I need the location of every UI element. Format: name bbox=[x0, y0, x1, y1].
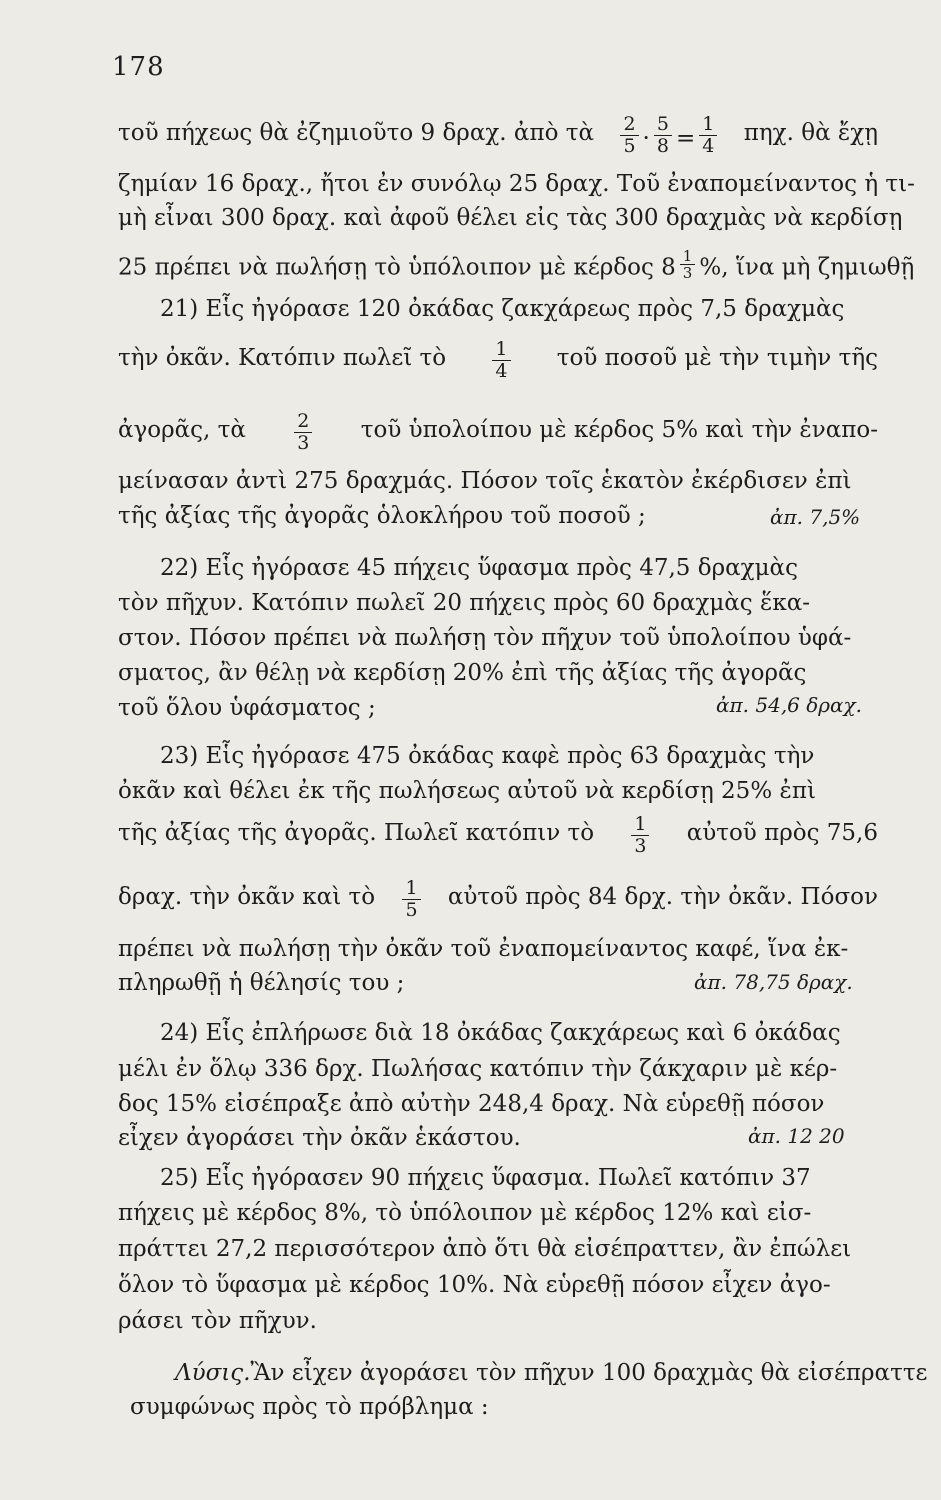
text-segment: μείνασαν ἀντὶ 275 δραχμάς. Πόσον τοῖς ἑκατὸν ἐκέρδισεν ἐπὶ bbox=[118, 468, 852, 494]
text-line bbox=[118, 501, 878, 531]
text-line bbox=[118, 338, 878, 386]
text-segment: αὐτοῦ πρὸς 75,6 bbox=[686, 820, 878, 846]
fraction bbox=[620, 114, 638, 157]
solution-label: Λύσις. bbox=[175, 1360, 251, 1386]
denominator: 5 bbox=[623, 135, 636, 157]
text-line bbox=[118, 588, 878, 618]
text-line bbox=[118, 247, 915, 285]
text-line bbox=[160, 294, 878, 324]
denominator: 3 bbox=[634, 835, 647, 857]
denominator: 3 bbox=[297, 432, 310, 454]
text-line bbox=[118, 466, 878, 496]
fraction bbox=[699, 114, 717, 157]
text-line bbox=[160, 1163, 878, 1193]
text-line bbox=[130, 1392, 890, 1422]
numerator: 1 bbox=[631, 814, 649, 836]
text-segment: ζημίαν 16 δραχ., ἤτοι ἐν συνόλῳ 25 δραχ. Τοῦ ἐναπομείναντος ἡ τι- bbox=[118, 171, 915, 197]
numerator: 1 bbox=[492, 339, 510, 361]
numerator: 1 bbox=[680, 248, 696, 265]
answer: ἀπ. 12 20 bbox=[748, 1124, 845, 1148]
text-line bbox=[160, 741, 878, 771]
text-segment: μέλι ἐν ὅλῳ 336 δρχ. Πωλήσας κατόπιν τὴν ζάκχαριν μὲ κέρ- bbox=[118, 1056, 838, 1082]
text-line bbox=[118, 410, 878, 458]
text-segment: τοῦ ποσοῦ μὲ τὴν τιμὴν τῆς bbox=[556, 345, 878, 371]
text-segment: πηχ. θὰ ἔχῃ bbox=[743, 120, 878, 146]
multiply-dot: · bbox=[642, 125, 650, 152]
text-line bbox=[118, 1270, 878, 1300]
text-line bbox=[118, 1198, 878, 1228]
fraction-group bbox=[616, 113, 721, 161]
fraction bbox=[654, 114, 672, 157]
text-segment: πληρωθῇ ἡ θέλησίς του ; bbox=[118, 970, 405, 996]
text-line bbox=[118, 1054, 878, 1084]
numerator: 5 bbox=[654, 114, 672, 136]
text-segment: 24) Εἷς ἐπλήρωσε διὰ 18 ὀκάδας ζακχάρεως καὶ 6 ὀκάδας bbox=[160, 1020, 841, 1046]
text-line bbox=[160, 1018, 878, 1048]
fraction bbox=[402, 878, 420, 921]
text-segment: τὴν ὀκᾶν. Κατόπιν πωλεῖ τὸ bbox=[118, 345, 447, 371]
text-segment: τῆς ἀξίας τῆς ἀγορᾶς. Πωλεῖ κατόπιν τὸ bbox=[118, 820, 595, 846]
text-line bbox=[118, 1234, 878, 1264]
fraction bbox=[680, 248, 696, 281]
text-segment: %, ἵνα μὴ ζημιωθῇ bbox=[699, 254, 915, 281]
text-segment: δος 15% εἰσέπραξε ἀπὸ αὐτὴν 248,4 δραχ. Νὰ εὑρεθῇ πόσον bbox=[118, 1091, 825, 1117]
text-segment: δραχ. τὴν ὀκᾶν καὶ τὸ bbox=[118, 884, 376, 910]
answer: ἀπ. 78,75 δραχ. bbox=[694, 970, 853, 994]
answer: ἀπ. 7,5% bbox=[770, 505, 861, 529]
denominator: 8 bbox=[656, 135, 669, 157]
text-segment: τοῦ ὑπολοίπου μὲ κέρδος 5% καὶ τὴν ἐναπο- bbox=[360, 417, 878, 443]
text-segment: εἶχεν ἀγοράσει τὴν ὀκᾶν ἑκάστου. bbox=[118, 1125, 521, 1151]
text-segment: ὀκᾶν καὶ θέλει ἐκ τῆς πωλήσεως αὐτοῦ νὰ κερδίσῃ 25% ἐπὶ bbox=[118, 778, 816, 804]
text-line bbox=[175, 1358, 928, 1388]
text-segment: ράσει τὸν πῆχυν. bbox=[118, 1308, 317, 1334]
equals-sign: = bbox=[675, 125, 696, 152]
text-line bbox=[118, 877, 878, 925]
text-segment: αὐτοῦ πρὸς 84 δρχ. τὴν ὀκᾶν. Πόσον bbox=[447, 884, 878, 910]
denominator: 4 bbox=[702, 135, 715, 157]
text-line bbox=[118, 658, 878, 688]
text-line bbox=[118, 113, 878, 161]
text-segment: πήχεις μὲ κέρδος 8%, τὸ ὑπόλοιπον μὲ κέρδος 12% καὶ εἰσ- bbox=[118, 1200, 812, 1226]
text-line bbox=[118, 1089, 878, 1119]
denominator: 4 bbox=[495, 360, 508, 382]
text-segment: μὴ εἶναι 300 δραχ. καὶ ἀφοῦ θέλει εἰς τὰς 300 δραχμὰς νὰ κερδίσῃ bbox=[118, 205, 903, 231]
text-line bbox=[160, 553, 878, 583]
numerator: 1 bbox=[402, 878, 420, 900]
text-segment: 25) Εἷς ἠγόρασεν 90 πήχεις ὕφασμα. Πωλεῖ κατόπιν 37 bbox=[160, 1165, 811, 1191]
text-segment: συμφώνως πρὸς τὸ πρόβλημα : bbox=[130, 1394, 489, 1420]
text-segment: στον. Πόσον πρέπει νὰ πωλήσῃ τὸν πῆχυν τοῦ ὑπολοίπου ὑφά- bbox=[118, 625, 852, 651]
text-segment: πρέπει νὰ πωλήσῃ τὴν ὀκᾶν τοῦ ἐναπομείναντος καφέ, ἵνα ἐκ- bbox=[118, 936, 849, 962]
text-segment: τοῦ ὅλου ὑφάσματος ; bbox=[118, 695, 376, 721]
text-segment: Ἂν εἶχεν ἀγοράσει τὸν πῆχυν 100 δραχμὰς θὰ εἰσέπραττε bbox=[250, 1360, 928, 1386]
text-segment: ἀγορᾶς, τὰ bbox=[118, 417, 246, 443]
text-segment: τῆς ἀξίας τῆς ἀγορᾶς ὁλοκλήρου τοῦ ποσοῦ ; bbox=[118, 503, 646, 529]
fraction bbox=[294, 411, 312, 454]
text-segment: ὅλον τὸ ὕφασμα μὲ κέρδος 10%. Νὰ εὑρεθῇ πόσον εἶχεν ἀγο- bbox=[118, 1272, 831, 1298]
text-line bbox=[118, 934, 878, 964]
denominator: 3 bbox=[682, 264, 693, 282]
fraction bbox=[492, 339, 510, 382]
text-segment: πράττει 27,2 περισσότερον ἀπὸ ὅτι θὰ εἰσέπραττεν, ἂν ἐπώλει bbox=[118, 1236, 852, 1262]
fraction bbox=[631, 814, 649, 857]
text-segment: τὸν πῆχυν. Κατόπιν πωλεῖ 20 πήχεις πρὸς 60 δραχμὰς ἕκα- bbox=[118, 590, 811, 616]
numerator: 1 bbox=[699, 114, 717, 136]
text-segment: τοῦ πήχεως θὰ ἐζημιοῦτο 9 δραχ. ἀπὸ τὰ bbox=[118, 120, 594, 146]
numerator: 2 bbox=[294, 411, 312, 433]
text-segment: 23) Εἷς ἠγόρασε 475 ὀκάδας καφὲ πρὸς 63 δραχμὰς τὴν bbox=[160, 743, 815, 769]
text-line bbox=[118, 776, 878, 806]
numerator: 2 bbox=[620, 114, 638, 136]
text-segment: 25 πρέπει νὰ πωλήσῃ τὸ ὑπόλοιπον μὲ κέρδος 8 bbox=[118, 254, 676, 281]
text-line bbox=[118, 813, 878, 861]
denominator: 5 bbox=[405, 899, 418, 921]
text-segment: 22) Εἷς ἠγόρασε 45 πήχεις ὕφασμα πρὸς 47,5 δραχμὰς bbox=[160, 555, 798, 581]
text-line bbox=[118, 203, 903, 233]
answer: ἀπ. 54,6 δραχ. bbox=[716, 693, 863, 717]
text-segment: 21) Εἷς ἠγόρασε 120 ὀκάδας ζακχάρεως πρὸς 7,5 δραχμὰς bbox=[160, 296, 845, 322]
text-line bbox=[118, 169, 915, 199]
text-line bbox=[118, 623, 878, 653]
text-line bbox=[118, 1306, 878, 1336]
page-number: 178 bbox=[112, 52, 165, 82]
text-segment: σματος, ἂν θέλῃ νὰ κερδίσῃ 20% ἐπὶ τῆς ἀξίας τῆς ἀγορᾶς bbox=[118, 660, 807, 686]
